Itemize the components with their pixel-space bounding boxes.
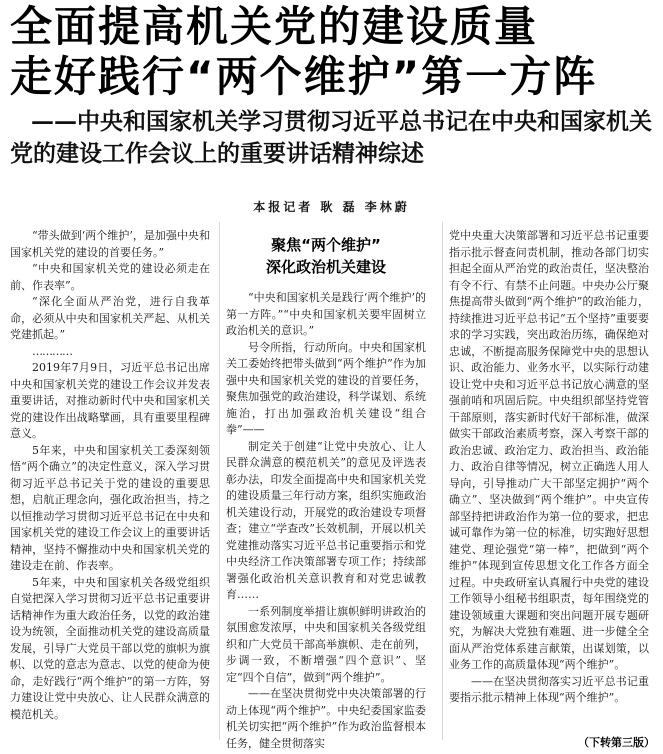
paragraph: 一系列制度举措让旗帜鲜明讲政治的氛围愈发浓厚，中央和国家机关各级党组织和广大党员干部高举旗帜、走在前列，步调一致，不断增强“四个意识”、坚定“四个自信”，做到“两个维护”。 [226,604,426,684]
headline-line-1: 全面提高机关党的建设质量 [10,2,539,51]
subtitle [10,106,660,170]
section-heading-line-1: 聚焦“两个维护” [271,236,381,254]
section-heading-line-2: 深化政治机关建设 [265,258,386,276]
continued-on-page-label: （下转第三版） [578,736,655,749]
subtitle-line-1: ——中央和国家机关学习贯彻习近平总书记在中央和国家机关 [31,108,652,135]
paragraph: 5年来，中央和国家机关工委深刻领悟“两个确立”的决定性意义，深入学习贯彻习近平总书记关于党的建设的重要思想，启航正理念向，强化政治担当，持之以恒推动学习贯彻习近平总书记在中央和国家机关党的建设工作会议上的重要讲话精神，坚持不懈推动中央和国家机关党的建设走在前、作表率。 [10,443,210,572]
headline-line-2: 走好践行“两个维护”第一方阵 [10,52,598,101]
ellipsis-paragraph: ………… [32,344,72,358]
section-heading [226,234,426,278]
paragraph: “中央和国家机关是践行‘两个维护’的第一方阵。”“中央和国家机关要牢固树立政治机关的意识。” [226,291,426,337]
paragraph: ——在坚决贯彻落实习近平总书记重要指示批示精神上体现“两个维护”。 [449,674,649,704]
subtitle-line-2: 党的建设工作会议上的重要讲话精神综述 [10,140,424,167]
paragraph: 号令所指，行动所向。中央和国家机关工委始终把带头做到“两个维护”作为加强中央和国家机关党的建设的首要任务，聚焦加强党的政治建设，科学谋划、系统施治，打出加强政治机关建设“组合拳”—— [226,340,426,436]
column-divider [219,222,220,740]
paragraph: 5年来，中央和国家机关各级党组织自觉把深入学习贯彻习近平总书记重要讲话精神作为重大政治任务，以党的政治建设为统领，全面推动机关党的建设高质量发展，引导广大党员干部以党的旗帜为旗帜、以党的意志为意志、以党的使命为使命，走好践行“两个维护”的第一方阵，努力建设让党中央放心、让人民群众满意的模范机关。 [10,575,210,721]
byline: 本报记者 耿 磊 李林蔚 [253,200,410,214]
article-column-2 [226,290,426,752]
paragraph: 党中央重大决策部署和习近平总书记重要指示批示督查问责机制，推动各部门切实担起全面从严治党的政治责任，坚决整治有令不行、有禁不止问题。中央办公厅聚焦提高带头做到“两个维护”的政治能力，持续推进习近平总书记“五个坚持”重要要求的学习实践，突出政治历练，确保绝对忠诚，不断提高服务保障党中央的思想认识、政治能力、业务水平，以实际行动建设让党中央和习近平总书记放心满意的坚强前哨和巩固后院。中央组织部坚持党管干部原则，落实新时代好干部标准，做深做实干部政治素质考察，深入考察干部的政治忠诚、政治定力、政治担当、政治能力、政治自律等情况，树立正确选人用人导向，引导推动广大干部坚定拥护“两个确立”、坚决做到“两个维护”。中央宣传部坚持把讲政治作为第一位的要求，把忠诚可靠作为第一位的标准，切实跑好思想建党、理论强党“第一棒”，把做到“两个维护”体现到宣传思想文化工作各方面全过程。中央政研室认真履行中央党的建设工作领导小组秘书组职责，每年围绕党的建设领域重大课题和突出问题开展专题研究，为解决大党独有难题、进一步健全全面从严治党体系建言献策，出谋划策，以业务工作的高质量体现“两个维护”。 [449,229,649,671]
headline [10,2,660,102]
paragraph: “深化全面从严治党，进行自我革命，必须从中央和国家机关严起、从机关党建抓起。” [10,295,210,341]
article-column-1 [10,228,210,738]
paragraph: ——在坚决贯彻党中央决策部署的行动上体现“两个维护”。中央纪委国家监委机关切实把“两个维护”作为政治监督根本任务，健全贯彻落实 [226,687,426,750]
paragraph: 制定关于创建“让党中央放心、让人民群众满意的模范机关”的意见及评选表彰办法，印发全面提高中央和国家机关党的建设质量三年行动方案，组织实施政治机关建设行动，开展党的政治建设专项督查；建立“学查改”长效机制，开展以机关党建推动落实习近平总书记重要指示和党中央经济工作决策部署专项工作；持续部署强化政治机关意识教育和对党忠诚教育…… [226,439,426,601]
paragraph: “带头做到‘两个维护’，是加强中央和国家机关党的建设的首要任务。” [10,229,210,259]
article-column-3 [449,228,649,714]
column-divider [442,222,443,740]
paragraph: “中央和国家机关党的建设必须走在前、作表率”。 [10,262,210,292]
paragraph: 2019年7月9日，习近平总书记出席中央和国家机关党的建设工作会议并发表重要讲话，对推动新时代中央和国家机关党的建设作出战略擘画，具有重要里程碑意义。 [10,361,210,440]
